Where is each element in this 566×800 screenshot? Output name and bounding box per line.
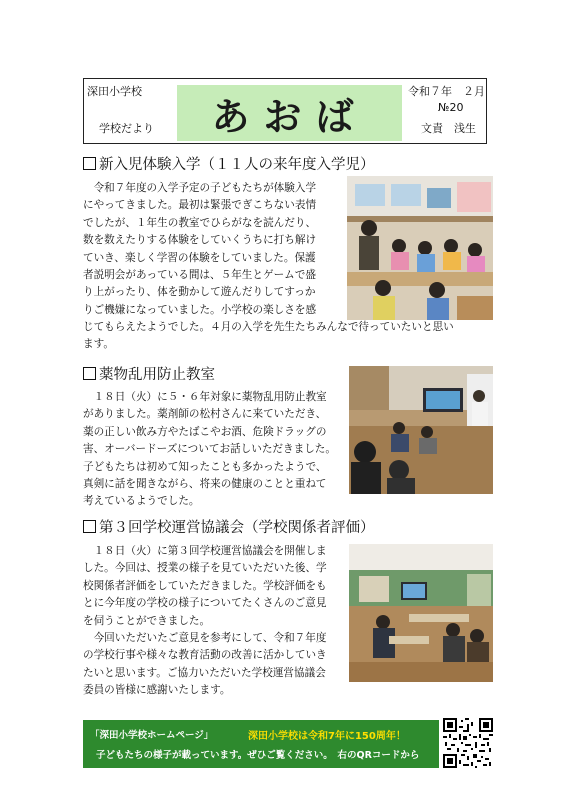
text-line: ていき、楽しく学習の体験をしていました。保護 [83,251,316,264]
text-line: 今回いただいたご意見を参考にして、令和７年度 [93,632,327,645]
text-line: 薬の正しい飲み方やたばこやお酒、危険ドラッグの [83,425,327,438]
text-line: 害、オーバードーズについてお話しいただきました。 [83,443,336,456]
text-line: でしたが、１年生の教室でひらがなを読んだり、 [83,216,317,229]
text-line: 子どもたちは初めて知ったことも多かったようで、 [83,460,327,473]
text-line: 考えているようでした。 [83,495,200,508]
author: 文責 浅生 [421,122,476,135]
text-line: 者説明会があっている間は、５年生とゲームで盛 [83,269,316,282]
section-body-entrance [83,180,345,319]
newsletter-label: 学校だより [99,122,154,135]
square-icon [83,157,96,170]
anniversary-notice: 深田小学校は令和7年に150周年！ [248,731,406,742]
issue-number: №20 [438,101,464,114]
text-line: たいと思います。ご協力いただいた学校運営協議会 [83,666,326,679]
text-line: の学校行事や様々な教育活動の改善に活かしていき [83,649,327,662]
text-line: がありました。薬剤師の松村さんに来ていただき、 [83,408,327,421]
photo-council-meeting [349,544,493,682]
text-line: 真剣に話を聞きながら、将来の健康のことと重ねて [83,478,327,491]
text-line: １８日（火）に第３回学校運営協議会を開催しま [93,545,327,557]
section-body-drug-prevention [83,389,347,511]
section-heading-text: 新入児体験入学（１１人の来年度入学児） [99,157,375,173]
square-icon [83,367,96,380]
qr-code-icon[interactable] [443,718,493,768]
text-line: を伺うことができました。 [83,614,211,627]
text-line: 委員の皆様に感謝いたします。 [83,684,231,697]
text-line: した。今回は、授業の様子を見ていただいた後、学 [83,562,327,575]
school-name: 深田小学校 [87,85,142,98]
section-heading-entrance [83,153,375,174]
homepage-description: 子どもたちの様子が載っています。ぜひご覧ください。 右のQRコードから [96,750,420,761]
text-line: １８日（火）に５・６年対象に薬物乱用防止教室 [93,391,327,403]
text-line: ます。 [83,338,114,351]
photo-entrance-classroom [347,176,493,320]
text-line: りご機嫌になっていました。小学校の楽しさを感 [83,303,317,316]
section-body-council [83,543,347,700]
issue-date: 令和７年 ２月 [408,85,485,98]
section-heading-council [83,516,375,537]
text-line: とに今年度の学校の様子についてたくさんのご意見 [83,597,327,610]
newsletter-title: あおば [211,94,368,139]
text-line: にやってきました。最初は緊張でぎこちない表情 [83,199,317,212]
text-line: じてもらえたようでした。４月の入学を先生たちみんなで待っていたいと思い [83,321,454,333]
photo-drug-lecture [349,366,493,494]
text-line: り上がったり、体を動かして遊んだりしてすっか [83,286,316,299]
text-line: 数を数えたりする体験をしていくうちに打ち解け [83,234,317,247]
section-heading-drug-prevention [83,363,215,384]
section-heading-text: 薬物乱用防止教室 [99,367,215,383]
square-icon [83,520,96,533]
section-heading-text: 第３回学校運営協議会（学校関係者評価） [99,520,375,536]
text-line: 校関係者評価をしていただきました。学校評価をも [83,579,327,592]
text-line: 令和７年度の入学予定の子どもたちが体験入学 [93,182,317,194]
section-body-entrance-tail [83,319,493,354]
homepage-label: 「深田小学校ホームページ」 [90,730,214,741]
